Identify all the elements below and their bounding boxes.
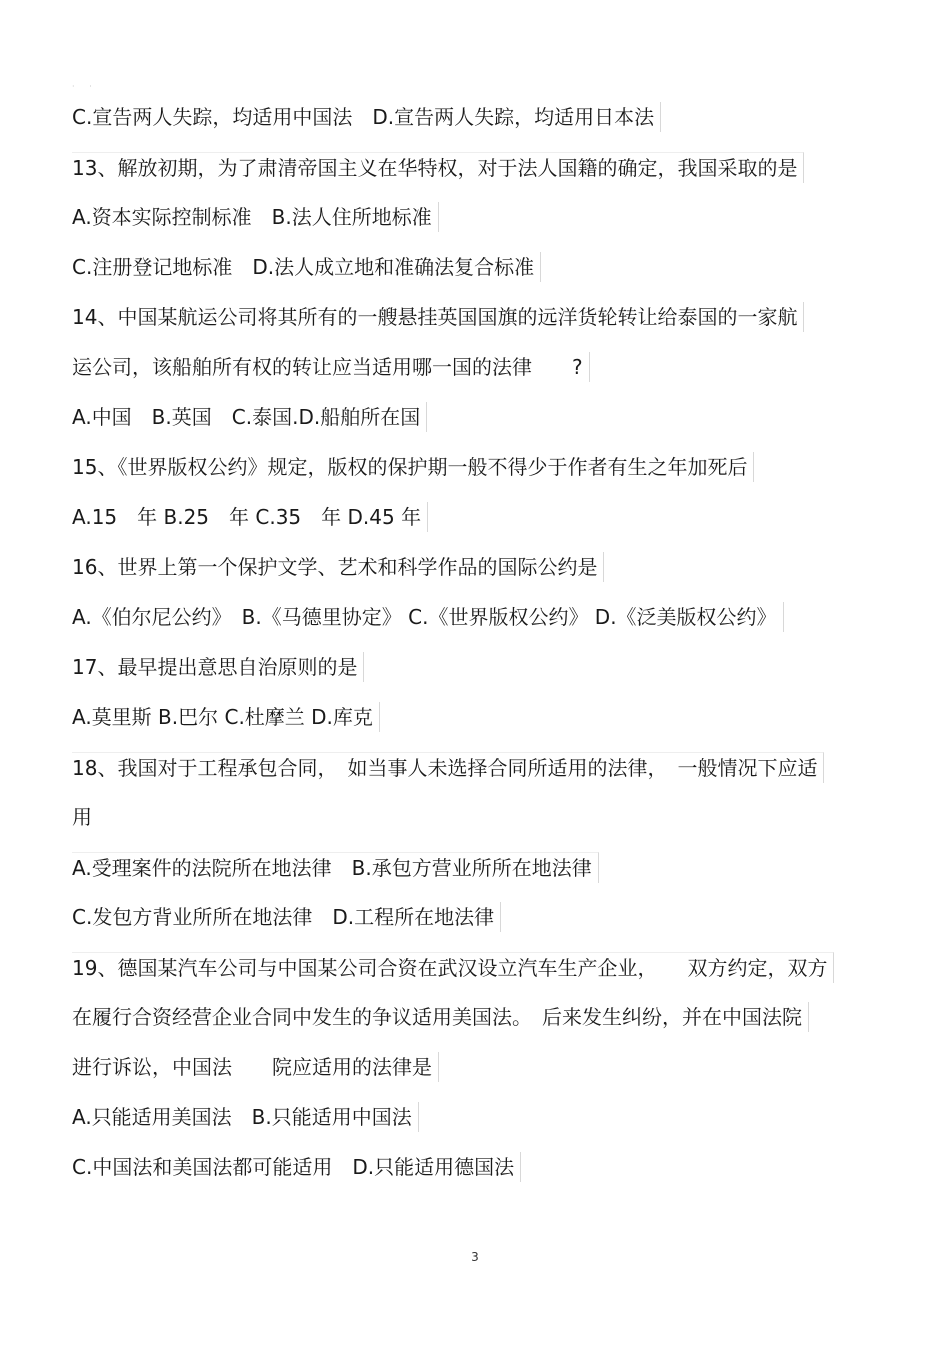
question-19-line-3: 进行诉讼，中国法 院应适用的法律是 — [72, 1052, 439, 1082]
options-16: A.《伯尔尼公约》 B.《马德里协定》 C.《世界版权公约》 D.《泛美版权公约》 — [72, 602, 784, 632]
page-number: 3 — [471, 1250, 479, 1264]
question-14-line-1: 14、中国某航运公司将其所有的一艘悬挂英国国旗的远洋货轮转让给泰国的一家航 — [72, 302, 804, 332]
question-18-line-1: 18、我国对于工程承包合同， 如当事人未选择合同所适用的法律， 一般情况下应适 — [72, 752, 824, 783]
text-line-c-option-q12: C.宣告两人失踪，均适用中国法 D.宣告两人失踪，均适用日本法 — [72, 102, 661, 132]
question-18-line-2: 用 — [72, 805, 92, 829]
options-15: A.15 年 B.25 年 C.35 年 D.45 年 — [72, 502, 428, 532]
question-19-line-2: 在履行合资经营企业合同中发生的争议适用美国法。 后来发生纠纷，并在中国法院 — [72, 1002, 809, 1032]
options-18-ab: A.受理案件的法院所在地法律 B.承包方营业所所在地法律 — [72, 852, 599, 883]
question-17: 17、最早提出意思自治原则的是 — [72, 652, 364, 682]
decorative-dots: · · — [72, 82, 98, 91]
options-14: A.中国 B.英国 C.泰国.D.船舶所在国 — [72, 402, 427, 432]
options-13-cd: C.注册登记地标准 D.法人成立地和准确法复合标准 — [72, 252, 541, 282]
options-19-ab: A.只能适用美国法 B.只能适用中国法 — [72, 1102, 419, 1132]
options-19-cd: C.中国法和美国法都可能适用 D.只能适用德国法 — [72, 1152, 521, 1182]
question-15: 15、《世界版权公约》规定，版权的保护期一般不得少于作者有生之年加死后 — [72, 452, 754, 482]
options-17: A.莫里斯 B.巴尔 C.杜摩兰 D.库克 — [72, 702, 380, 732]
question-19-line-1: 19、德国某汽车公司与中国某公司合资在武汉设立汽车生产企业， 双方约定，双方 — [72, 952, 834, 983]
options-18-cd: C.发包方背业所所在地法律 D.工程所在地法律 — [72, 902, 501, 932]
question-16: 16、世界上第一个保护文学、艺术和科学作品的国际公约是 — [72, 552, 604, 582]
question-13: 13、解放初期，为了肃清帝国主义在华特权，对于法人国籍的确定，我国采取的是 — [72, 152, 804, 183]
options-13-ab: A.资本实际控制标准 B.法人住所地标准 — [72, 202, 439, 232]
question-14-line-2: 运公司，该船舶所有权的转让应当适用哪一国的法律 ? — [72, 352, 590, 382]
